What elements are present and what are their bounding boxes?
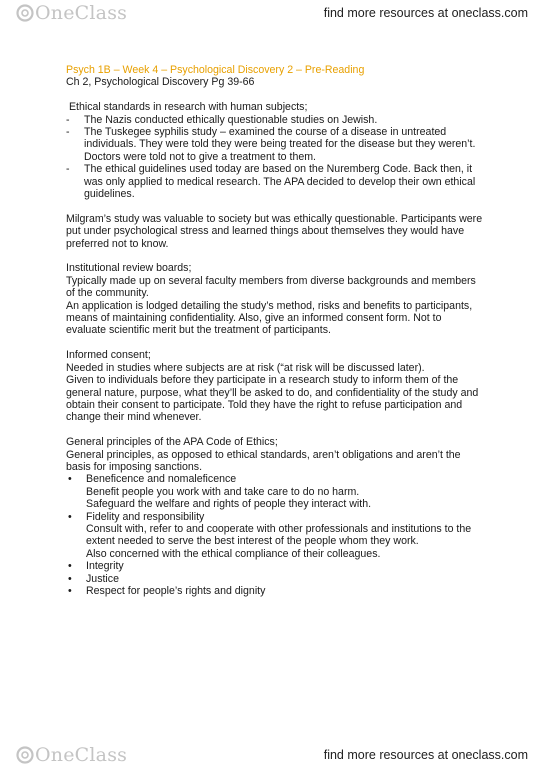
principle-description: Consult with, refer to and cooperate with other professionals and institutions to the extent needed to serve the best interest of the people whom they work. Also concerned with the ethical compliance of their colleagues. [86,522,472,560]
list-item [66,511,484,561]
document-subtitle: Ch 2, Psychological Discovery Pg 39-66 [66,76,255,89]
document-title: Psych 1B – Week 4 – Psychological Discovery 2 – Pre-Reading [66,64,365,76]
consent-heading: Informed consent; [66,349,151,362]
consent-paragraph-1: Needed in studies where subjects are at risk (“at risk will be discussed later). [66,361,425,374]
list-item [66,573,484,585]
principle-name: • Respect for people’s rights and dignity [86,584,266,597]
apa-paragraph: General principles, as opposed to ethical standards, aren’t obligations and aren’t the basis for imposing sanctions. [66,448,461,473]
document-body [66,64,484,597]
footer-tagline-link[interactable]: find more resources at oneclass.com [323,748,528,762]
list-item [66,473,484,510]
principle-name: • Justice [86,572,119,585]
principles-list [66,473,484,597]
header-tagline-link[interactable]: find more resources at oneclass.com [323,6,528,20]
page-header [0,0,544,28]
logo-text: OneClass [35,2,128,24]
oneclass-logo-icon [16,4,34,22]
apa-heading: General principles of the APA Code of Ethics; [66,436,278,449]
principle-description: Benefit people you work with and take care to do no harm. Safeguard the welfare and rights of people they interact with. [86,485,372,511]
principle-name: • Beneficence and nomaleficence [86,473,237,486]
irb-paragraph-1: Typically made up on several faculty members from diverse backgrounds and members of the community. [66,274,476,300]
list-item [66,585,484,597]
principle-name: • Integrity [86,560,124,573]
ethics-heading: Ethical standards in research with human subjects; [66,101,308,114]
list-item: - The Tuskegee syphilis study – examined the course of a disease in untreated individuals. They were told they were being treated for the disease but they weren’t. Doctors were told not to give a treatment to them. [66,126,484,163]
list-item: - The ethical guidelines used today are based on the Nuremberg Code. Back then, it was only applied to medical research. The APA decided to develop their own ethical guidelines. [66,163,484,200]
oneclass-logo-icon [16,746,34,764]
list-item [66,560,484,572]
principle-name: • Fidelity and responsibility [86,510,205,523]
irb-paragraph-2: An application is lodged detailing the study’s method, risks and benefits to participants, means of maintaining confidentiality. Also, give an informed consent form. Not to evaluate scientific merit but the treatment of participants. [66,299,473,337]
consent-paragraph-2: Given to individuals before they participate in a research study to inform them of the general nature, purpose, what they’ll be asked to do, and confidentiality of the study and obtain their consent to participate. Told they have the right to refuse participation and change their mind whenever. [66,374,479,424]
page-footer [0,742,544,770]
oneclass-logo[interactable] [16,744,127,766]
logo-text: OneClass [35,744,128,766]
ethics-list [66,114,484,201]
oneclass-logo[interactable] [16,2,127,24]
irb-heading: Institutional review boards; [66,262,192,275]
milgram-paragraph: Milgram’s study was valuable to society but was ethically questionable. Participants were put under psychological stress and learned things about themselves they would have preferred not to know. [66,212,483,250]
list-item: - The Nazis conducted ethically questionable studies on Jewish. [66,114,484,126]
